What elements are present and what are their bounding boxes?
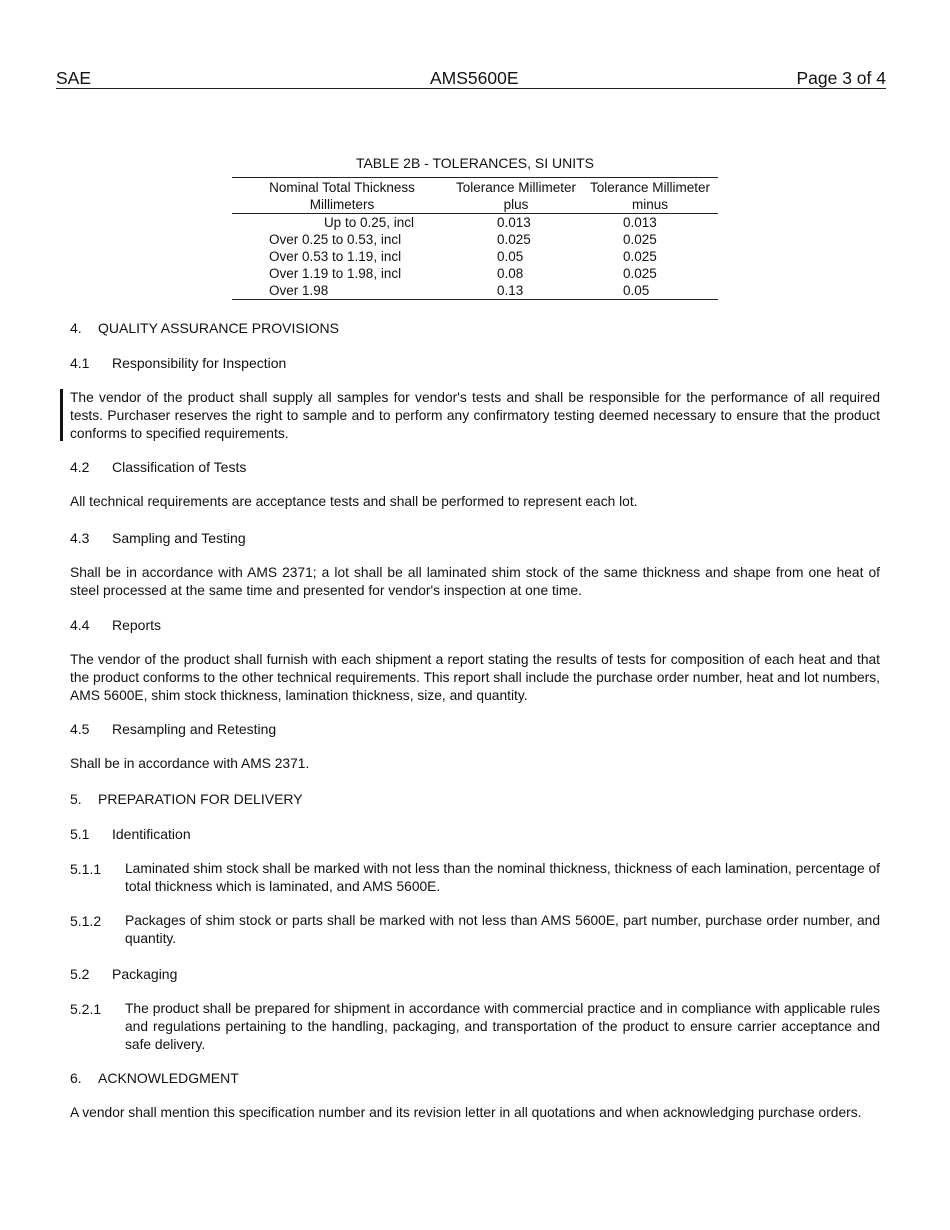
section-5-1-1-body: Laminated shim stock shall be marked with not less than the nominal thickness, thickness of each lamination, percentage of total thickness which is laminated, and AMS 5600E. xyxy=(125,861,880,894)
section-number: 4. xyxy=(70,320,82,336)
table-cell-minus: 0.025 xyxy=(623,232,657,247)
section-number: 5.1.1 xyxy=(70,861,102,877)
table-cell-plus: 0.05 xyxy=(497,249,524,264)
section-title: Sampling and Testing xyxy=(112,530,246,546)
table-cell-plus: 0.13 xyxy=(497,283,524,298)
section-number: 5.2.1 xyxy=(70,1001,102,1017)
table-cell-plus: 0.08 xyxy=(497,266,524,281)
col3-header-line2: minus xyxy=(631,197,668,212)
table-cell-range: Over 0.53 to 1.19, incl xyxy=(269,249,402,264)
table-top-rule xyxy=(232,177,718,178)
revision-change-bar xyxy=(60,389,63,441)
section-4-1-body: The vendor of the product shall supply all samples for vendor's tests and shall be responsible for the performance of all required tests. Purchaser reserves the right to sample and to perform any confirmatory testing deemed necessary to ensure that the product conforms to specified requirements. xyxy=(70,390,880,441)
section-title: PREPARATION FOR DELIVERY xyxy=(98,791,303,807)
section-number: 4.1 xyxy=(70,355,90,371)
table-bottom-rule xyxy=(232,299,718,300)
section-number: 4.5 xyxy=(70,721,90,737)
section-number: 5. xyxy=(70,791,82,807)
section-number: 5.1 xyxy=(70,826,90,842)
col2-header-line1: Tolerance Millimeter xyxy=(455,180,577,195)
section-title: Identification xyxy=(112,826,191,842)
section-4-2-body: All technical requirements are acceptance tests and shall be performed to represent each lot. xyxy=(70,494,638,509)
col1-header-line1: Nominal Total Thickness xyxy=(269,180,415,195)
section-title: Packaging xyxy=(112,966,178,982)
section-number: 4.3 xyxy=(70,530,90,546)
table-cell-minus: 0.013 xyxy=(623,215,657,230)
section-4-4-body: The vendor of the product shall furnish with each shipment a report stating the results of tests for composition of each heat and that the product conforms to the other technical requirements. This report shall include the purchase order number, heat and lot numbers, AMS 5600E, shim stock thickness, lamination thickness, size, and quantity. xyxy=(70,652,880,703)
header-page-number: Page 3 of 4 xyxy=(796,68,886,88)
section-number: 6. xyxy=(70,1070,82,1086)
table-cell-plus: 0.025 xyxy=(497,232,531,247)
table-cell-plus: 0.013 xyxy=(497,215,531,230)
page-header xyxy=(56,68,886,89)
section-6-body: A vendor shall mention this specification number and its revision letter in all quotations and when acknowledging purchase orders. xyxy=(70,1105,862,1120)
header-org: SAE xyxy=(56,68,92,88)
header-doc-number: AMS5600E xyxy=(430,68,519,88)
col3-header-line1: Tolerance Millimeter xyxy=(589,180,711,195)
table-cell-minus: 0.05 xyxy=(623,283,650,298)
table-title: TABLE 2B - TOLERANCES, SI UNITS xyxy=(355,155,595,171)
section-title: Resampling and Retesting xyxy=(112,721,277,737)
section-number: 4.2 xyxy=(70,459,90,475)
table-cell-minus: 0.025 xyxy=(623,266,657,281)
section-number: 5.1.2 xyxy=(70,913,102,929)
section-title: Responsibility for Inspection xyxy=(112,355,287,371)
section-5-2-1-body: The product shall be prepared for shipment in accordance with commercial practice and in compliance with applicable rules and regulations pertaining to the handling, packaging, and transportation of the product to ensure carrier acceptance and safe delivery. xyxy=(125,1001,880,1052)
table-cell-range: Up to 0.25, incl xyxy=(323,215,414,230)
section-number: 5.2 xyxy=(70,966,90,982)
table-cell-range: Over 1.98 xyxy=(269,283,329,298)
table-cell-range: Over 1.19 to 1.98, incl xyxy=(269,266,402,281)
section-title: ACKNOWLEDGMENT xyxy=(98,1070,239,1086)
section-title: Reports xyxy=(112,617,162,633)
section-number: 4.4 xyxy=(70,617,90,633)
section-5-1-2-body: Packages of shim stock or parts shall be marked with not less than AMS 5600E, part number, purchase order number, and quantity. xyxy=(125,913,880,946)
col1-header-line2: Millimeters xyxy=(309,197,375,212)
section-4-5-body: Shall be in accordance with AMS 2371. xyxy=(70,756,310,771)
section-title: QUALITY ASSURANCE PROVISIONS xyxy=(98,320,339,336)
section-4-3-body: Shall be in accordance with AMS 2371; a lot shall be all laminated shim stock of the same thickness and shape from one heat of steel processed at the same time and presented for vendor's inspection at one time. xyxy=(70,565,880,598)
table-cell-minus: 0.025 xyxy=(623,249,657,264)
col2-header-line2: plus xyxy=(503,197,529,212)
section-title: Classification of Tests xyxy=(112,459,247,475)
table-cell-range: Over 0.25 to 0.53, incl xyxy=(269,232,402,247)
